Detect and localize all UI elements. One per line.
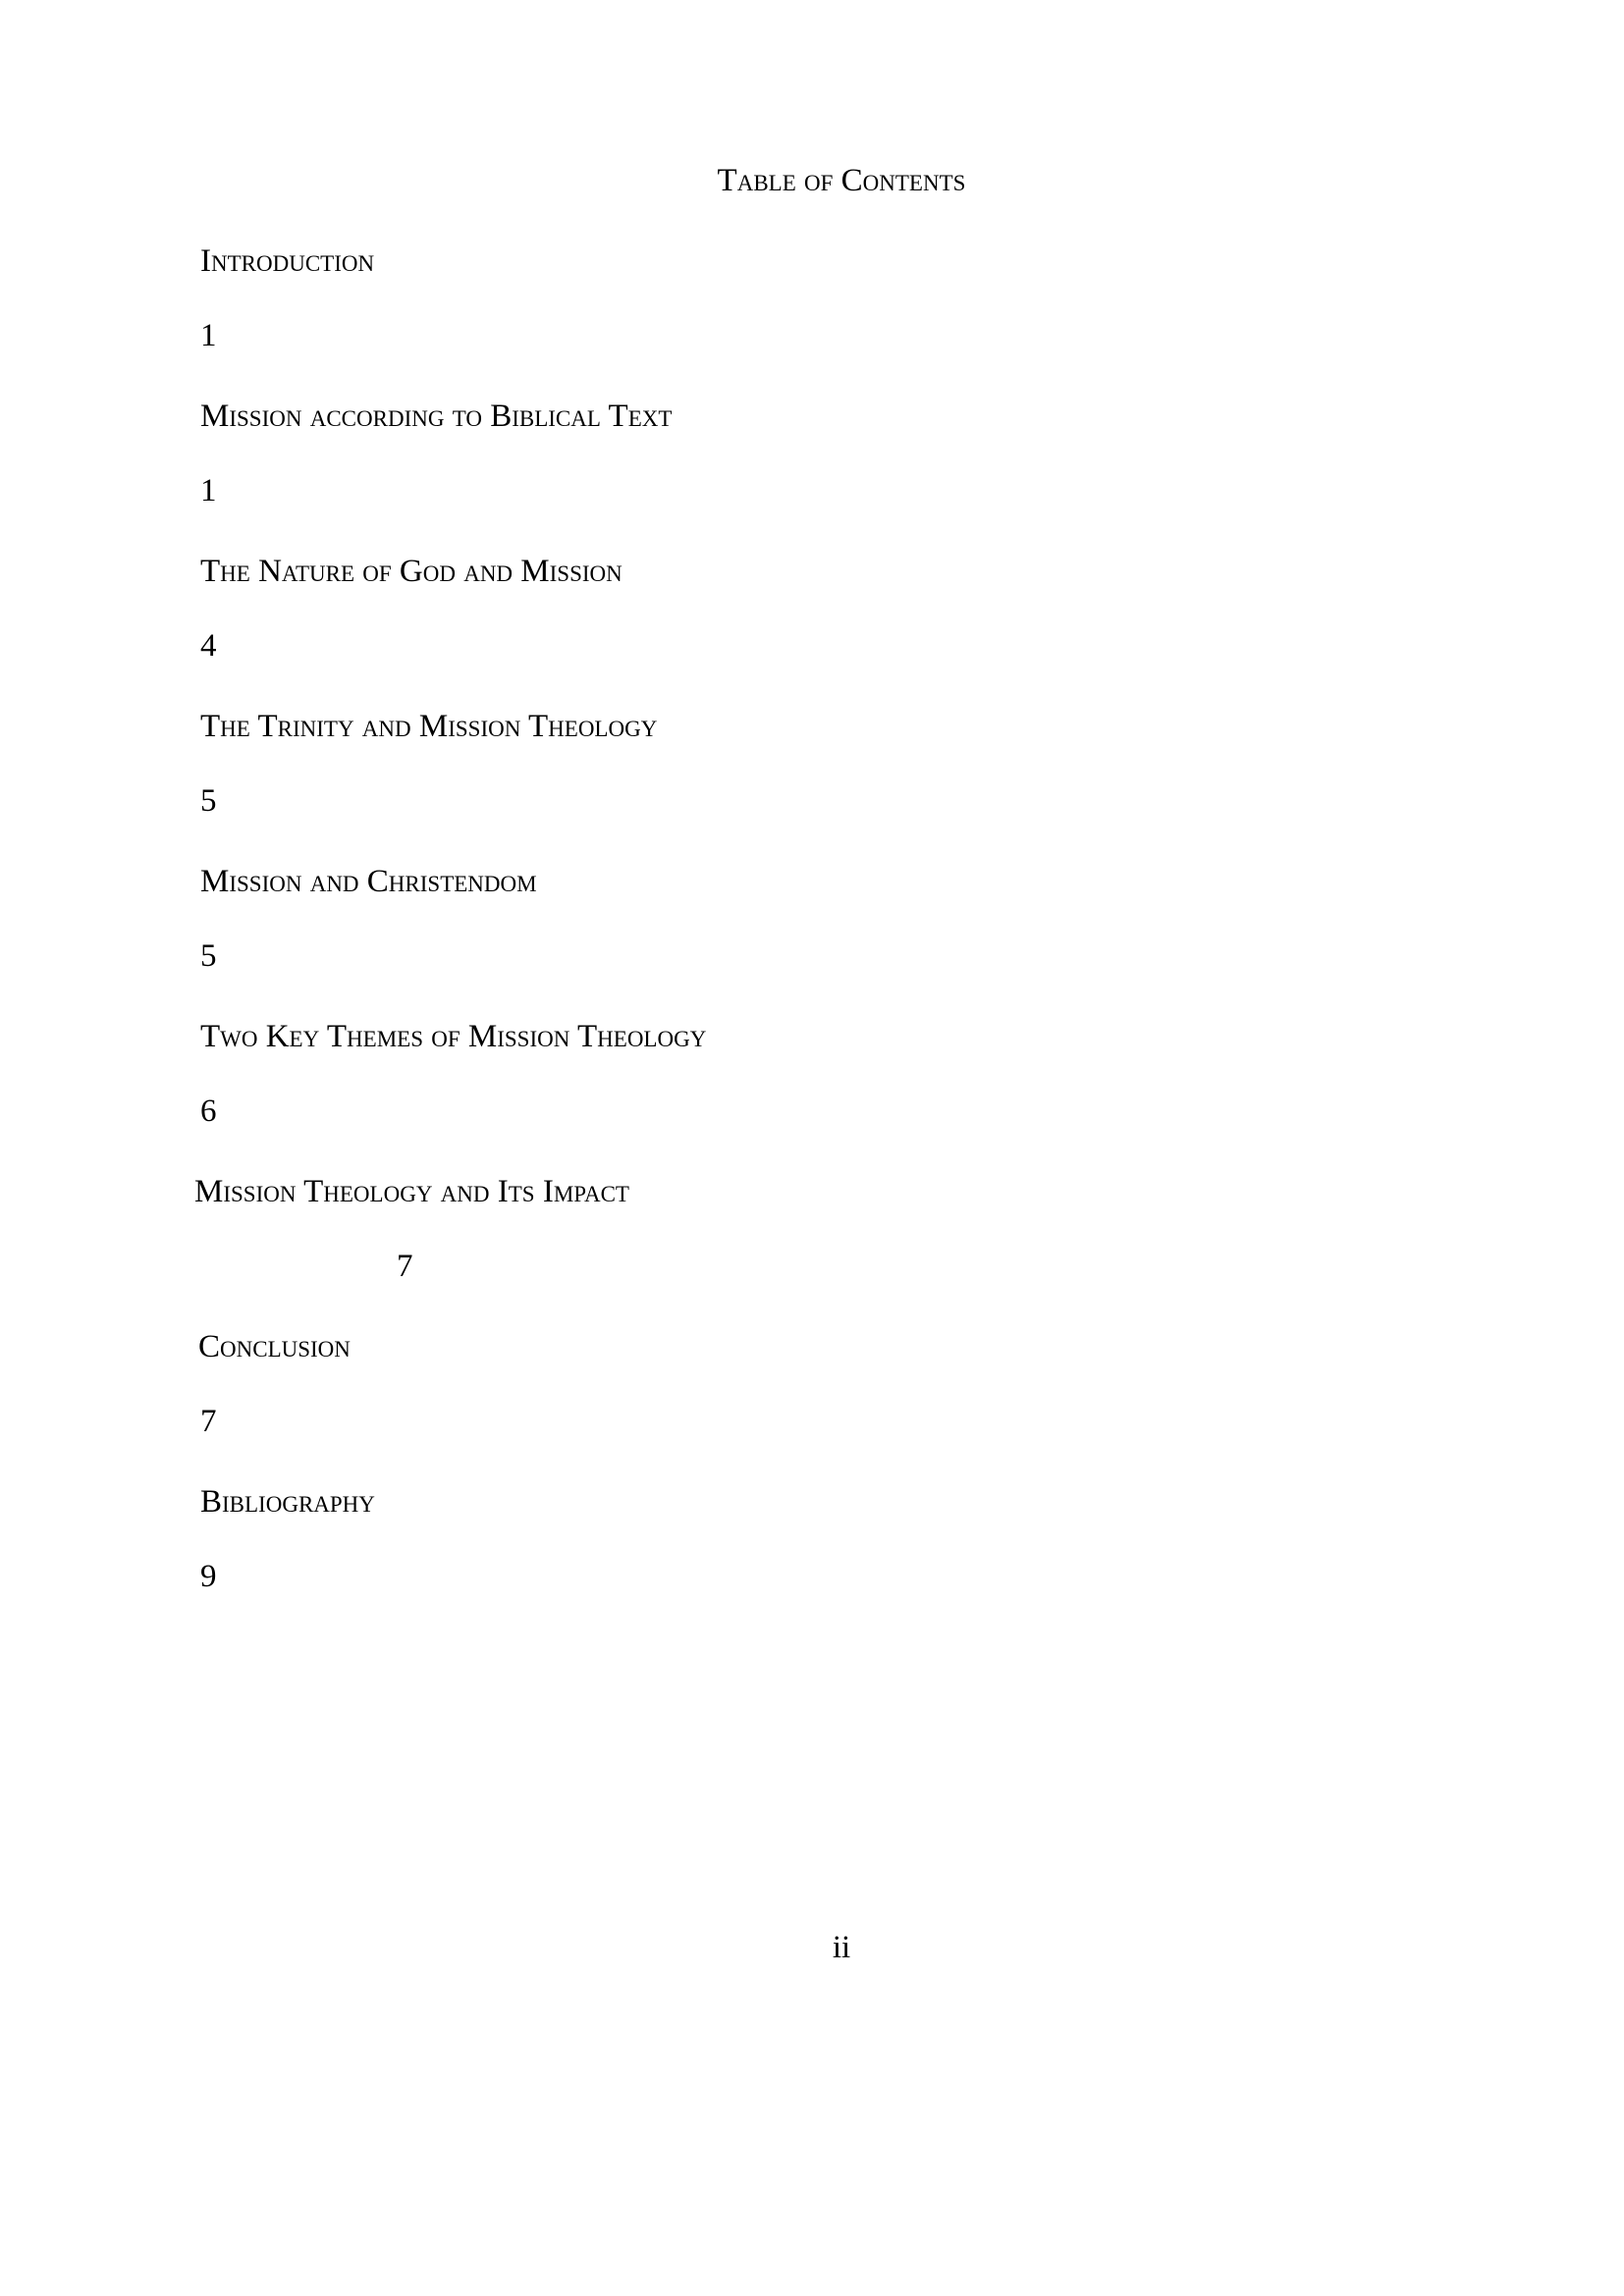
toc-page-number: 5 [200,938,217,974]
toc-page-number: 9 [200,1559,217,1594]
toc-entry-conclusion[interactable]: Conclusion [198,1329,351,1364]
toc-page-number: 6 [200,1094,217,1129]
toc-page-number: 1 [200,318,217,353]
toc-page-number: 1 [200,473,217,508]
toc-page-number: 7 [397,1249,413,1284]
toc-entry-bibliography[interactable]: Bibliography [200,1484,375,1520]
toc-entry-nature-of-god[interactable]: The Nature of God and Mission [200,554,623,589]
toc-entry-trinity[interactable]: The Trinity and Mission Theology [200,709,658,744]
toc-entry-two-key-themes[interactable]: Two Key Themes of Mission Theology [200,1019,707,1054]
toc-entry-introduction[interactable]: Introduction [200,243,375,279]
toc-page-number: 5 [200,783,217,819]
toc-entry-mission-biblical-text[interactable]: Mission according to Biblical Text [200,399,673,434]
toc-entry-christendom[interactable]: Mission and Christendom [200,864,537,899]
toc-page-number: 4 [200,628,217,664]
page-title: Table of Contents [717,163,966,198]
page-number-footer: ii [832,1930,851,1965]
toc-entry-impact[interactable]: Mission Theology and Its Impact [194,1174,629,1209]
toc-page-number: 7 [200,1404,217,1439]
